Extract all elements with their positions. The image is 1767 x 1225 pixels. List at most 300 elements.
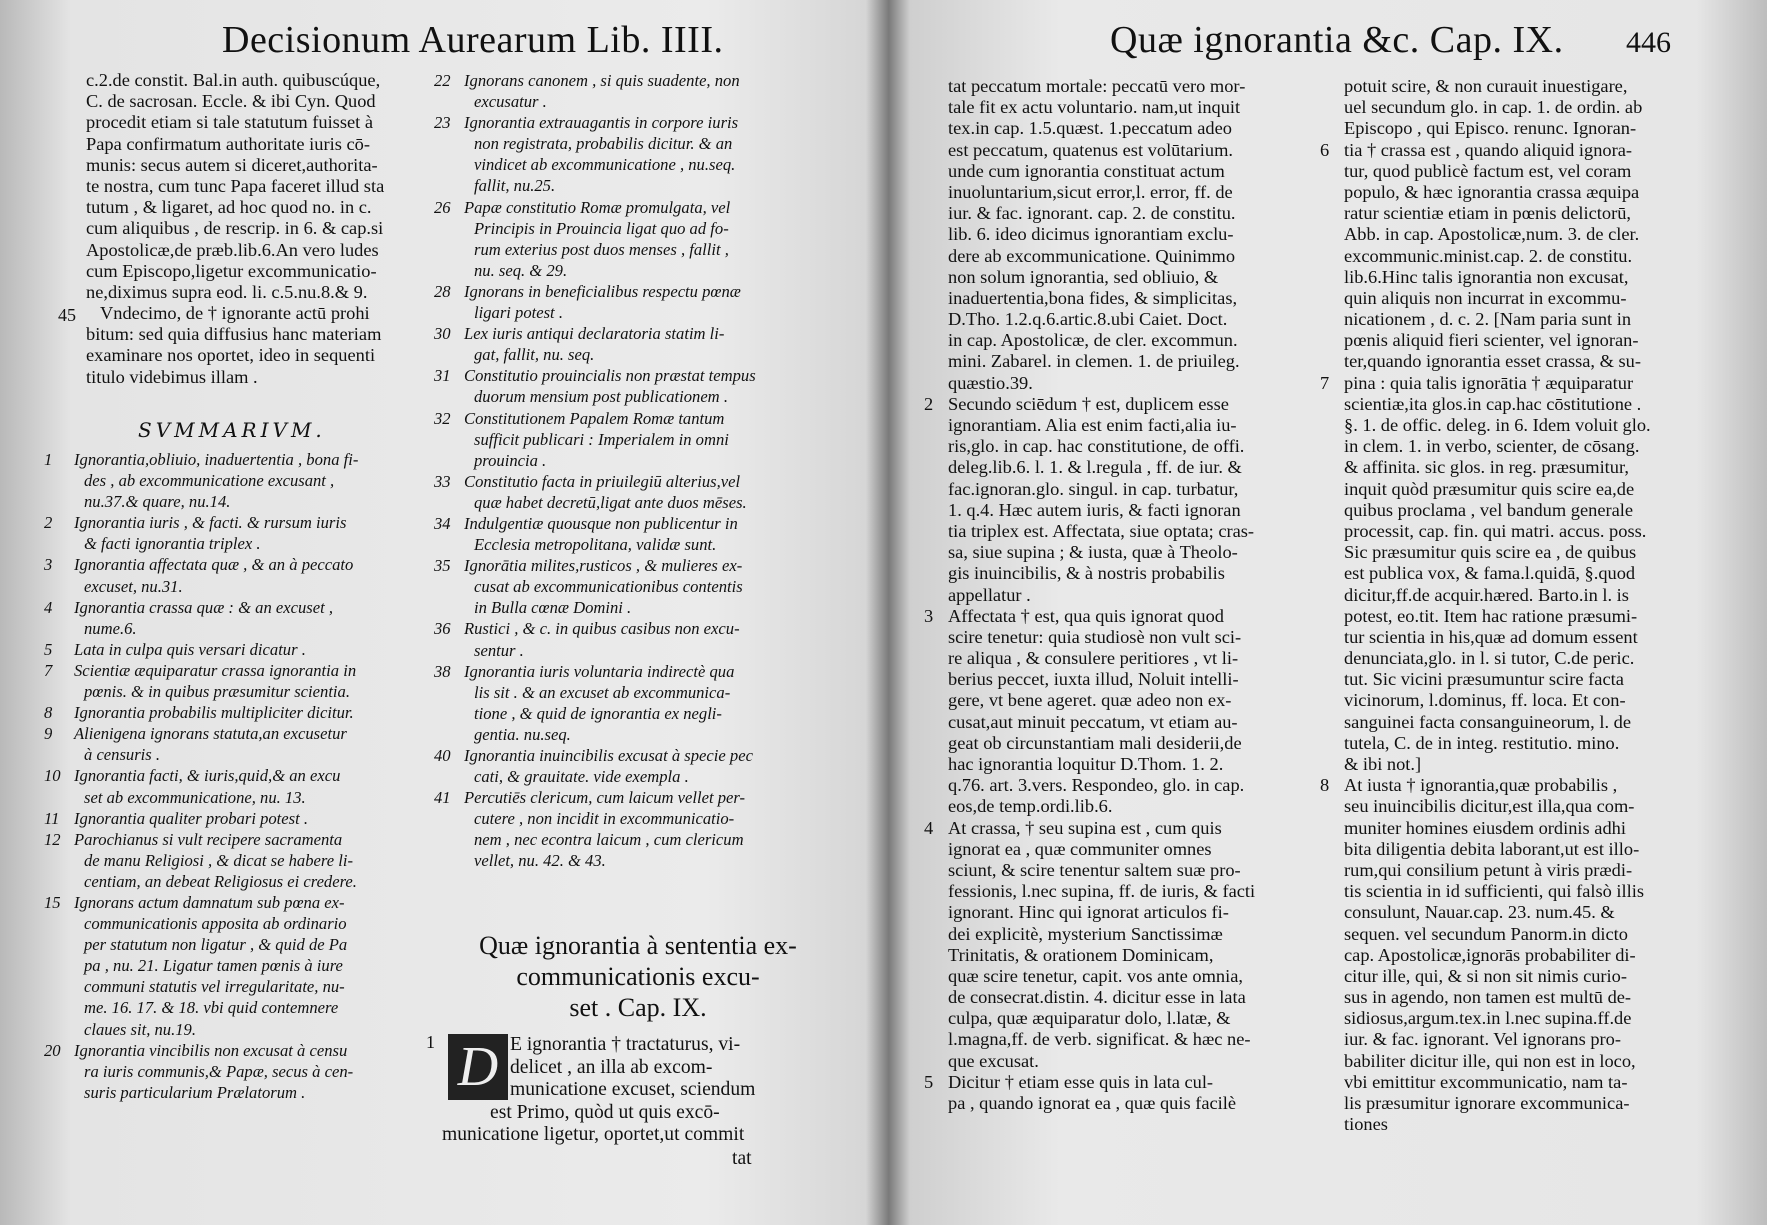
summary-text: Ignorantia qualiter probari potest . bbox=[74, 808, 309, 828]
text-line bbox=[924, 1051, 1334, 1072]
summary-line bbox=[434, 471, 834, 492]
summary-text: per statutum non ligatur , & quid de Pa bbox=[84, 935, 348, 955]
text-line: c.2.de constit. Bal.in auth. quibuscúque, bbox=[86, 70, 381, 90]
margin-number: 5 bbox=[924, 1071, 934, 1092]
line-text: de consecrat.distin. 4. dicitur esse in lata bbox=[948, 987, 1246, 1008]
summary-line bbox=[44, 576, 446, 597]
text-line bbox=[1320, 924, 1765, 945]
summary-text: gat, fallit, nu. seq. bbox=[474, 345, 595, 365]
text-line bbox=[924, 542, 1334, 563]
summary-text: Ignorantia iuris , & facti. & rursum iuris bbox=[74, 513, 347, 533]
text-line bbox=[1320, 627, 1765, 648]
summary-line bbox=[434, 218, 834, 239]
summary-text: non registrata, probabilis dicitur. & an bbox=[474, 134, 733, 154]
text-line: E ignorantia † tractaturus, vi- bbox=[510, 1034, 741, 1055]
text-line bbox=[1320, 860, 1765, 881]
text-line bbox=[1320, 966, 1765, 987]
summary-text: Ignorantia crassa quæ : & an excuset , bbox=[74, 597, 334, 617]
summary-number: 15 bbox=[44, 892, 61, 912]
summary-text: ra iuris communis,& Papæ, secus à cen- bbox=[84, 1061, 354, 1081]
summary-line bbox=[44, 871, 446, 892]
chapter-title-line: set . Cap. IX. bbox=[569, 993, 707, 1022]
line-text: lib.6.Hinc talis ignorantia non excusat, bbox=[1344, 266, 1629, 287]
text-line: delicet , an illa ab excom- bbox=[510, 1056, 713, 1078]
line-text: Episcopo , qui Episco. renunc. Ignoran- bbox=[1344, 118, 1637, 139]
text-line bbox=[924, 606, 1334, 627]
line-text: iur. & fac. ignorant. cap. 2. de constitu. bbox=[948, 203, 1236, 224]
line-text: potest, eo.tit. Item hac ratione præsumi- bbox=[1344, 605, 1638, 626]
summary-text: suris particularium Prælatorum . bbox=[84, 1082, 306, 1102]
summary-line bbox=[434, 534, 834, 555]
text-line bbox=[1320, 140, 1765, 161]
page-number: 446 bbox=[1626, 26, 1671, 59]
line-text: q.76. art. 3.vers. Respondeo, glo. in cap. bbox=[948, 775, 1245, 796]
line-text: fac.ignoran.glo. singul. in cap. turbatur, bbox=[948, 478, 1239, 499]
summary-number: 9 bbox=[44, 724, 53, 744]
text-line bbox=[924, 394, 1334, 415]
text-line bbox=[924, 373, 1334, 394]
summary-line bbox=[44, 976, 446, 997]
summary-text: in Bulla cœnæ Domini . bbox=[474, 598, 632, 618]
summary-text: cati, & grauitate. vide exempla . bbox=[474, 767, 689, 787]
text-line bbox=[1320, 500, 1765, 521]
summary-text: prouincia . bbox=[474, 450, 547, 470]
summary-line bbox=[44, 449, 446, 470]
text-line bbox=[1320, 796, 1765, 817]
line-text: ris,glo. in cap. hac constitutione, de offi. bbox=[948, 436, 1245, 457]
drop-cap-initial: D bbox=[448, 1034, 508, 1100]
summary-line bbox=[434, 787, 834, 808]
summary-line bbox=[44, 1040, 446, 1061]
text-line bbox=[1320, 1051, 1765, 1072]
text-line bbox=[924, 457, 1334, 478]
text-line bbox=[924, 182, 1334, 203]
text-line bbox=[924, 203, 1334, 224]
text-line bbox=[924, 712, 1334, 733]
summary-line bbox=[434, 344, 834, 365]
summary-text: Ignorans canonem , si quis suadente, non bbox=[464, 71, 740, 90]
line-text: sus in agendo, non tamen est multū de- bbox=[1344, 987, 1632, 1008]
summary-number: 38 bbox=[434, 661, 451, 681]
summary-text: Ignorantia extrauagantis in corpore iuris bbox=[464, 113, 739, 133]
summary-line bbox=[434, 70, 834, 91]
summary-line bbox=[434, 302, 834, 323]
text-line bbox=[924, 627, 1334, 648]
line-text: pina : quia talis ignorātia † æquiparatur bbox=[1344, 372, 1634, 393]
summary-line bbox=[434, 492, 834, 513]
text-line bbox=[1320, 330, 1765, 351]
summary-text: set ab excommunicatione, nu. 13. bbox=[84, 787, 306, 807]
summary-text: nu.37.& quare, nu.14. bbox=[84, 492, 231, 512]
summary-text: Constitutio prouincialis non præstat tempus bbox=[464, 366, 756, 386]
summary-line bbox=[44, 765, 446, 786]
line-text: dei explicitè, mysterium Sanctissimæ bbox=[948, 923, 1223, 944]
line-text: quin aliquis non incurrat in excommu- bbox=[1344, 287, 1627, 308]
line-text: citur ille, qui, & si non sit nimis curio- bbox=[1344, 965, 1627, 986]
summary-line bbox=[44, 1082, 446, 1103]
text-line bbox=[1320, 1114, 1765, 1135]
summary-text: nem , nec econtra laicum , cum clericum bbox=[474, 830, 744, 850]
text-line bbox=[924, 754, 1334, 775]
text-line bbox=[924, 987, 1334, 1008]
text-line bbox=[924, 118, 1334, 139]
text-line bbox=[924, 881, 1334, 902]
summary-line bbox=[434, 260, 834, 281]
text-line bbox=[924, 246, 1334, 267]
summarium-title: SVMMARIVM. bbox=[138, 418, 326, 442]
line-text: Abb. in cap. Apostolicæ,num. 3. de cler. bbox=[1344, 224, 1640, 245]
summary-text: Parochianus si vult recipere sacramenta bbox=[74, 829, 343, 849]
line-text: quibus proclama , vel bandum generale bbox=[1344, 499, 1634, 520]
line-text: tiones bbox=[1344, 1114, 1388, 1135]
line-text: Sic præsumitur quis scire ea , de quibus bbox=[1344, 542, 1637, 563]
summary-text: pa , nu. 21. Ligatur tamen pœnis à iure bbox=[84, 956, 343, 976]
summary-text: Percutiēs clericum, cum laicum vellet per- bbox=[464, 788, 746, 808]
summary-text: Principis in Prouincia ligat quo ad fo- bbox=[474, 218, 729, 238]
line-text: rum,qui consilium petunt à viris prædi- bbox=[1344, 859, 1633, 880]
line-text: est peccatum, quatenus est volūtarium. bbox=[948, 139, 1233, 160]
text-line bbox=[1320, 669, 1765, 690]
summary-text: Papæ constitutio Romæ promulgata, vel bbox=[464, 197, 731, 217]
text-line bbox=[1320, 690, 1765, 711]
summary-line bbox=[434, 154, 834, 175]
text-line bbox=[1320, 712, 1765, 733]
text-line bbox=[1320, 839, 1765, 860]
summary-line bbox=[434, 239, 834, 260]
summary-number: 35 bbox=[434, 556, 451, 576]
line-text: berius peccet, iuxta illud, Noluit intelli- bbox=[948, 669, 1239, 690]
summary-text: Ignorantia inuincibilis excusat à specie pec bbox=[464, 746, 753, 765]
line-text: dicitur,ff.de acquir.hæred. Barto.in l. is bbox=[1344, 584, 1629, 605]
line-text: tia † crassa est , quando aliquid ignora- bbox=[1344, 139, 1633, 160]
summary-text: centiam, an debeat Religiosus ei credere. bbox=[84, 871, 357, 891]
text-line: est Primo, quòd ut quis excō- bbox=[490, 1101, 720, 1123]
summary-line bbox=[434, 745, 834, 766]
text-line bbox=[1320, 97, 1765, 118]
text-line bbox=[1320, 1029, 1765, 1050]
line-text: lib. 6. ideo dicimus ignorantiam exclu- bbox=[948, 224, 1234, 245]
summary-line bbox=[44, 1061, 446, 1082]
line-text: eos,de temp.ordi.lib.6. bbox=[948, 796, 1113, 817]
summary-text: Ignorantia facti, & iuris,quid,& an excu bbox=[74, 766, 341, 786]
summary-text: gentia. nu.seq. bbox=[474, 724, 571, 744]
text-line bbox=[1320, 585, 1765, 606]
line-text: dere ab excommunicatione. Quinimmo bbox=[948, 245, 1236, 266]
summary-line bbox=[44, 913, 446, 934]
line-text: Dicitur † etiam esse quis in lata cul- bbox=[948, 1071, 1214, 1092]
summary-text: vindicet ab excommunicatione , nu.seq. bbox=[474, 155, 736, 175]
line-text: uel secundum glo. in cap. 1. de ordin. ab bbox=[1344, 97, 1643, 118]
text-line bbox=[1320, 648, 1765, 669]
line-text: non solum ignorantia, sed obliuio, & bbox=[948, 266, 1219, 287]
line-text: tex.in cap. 1.5.quæst. 1.peccatum adeo bbox=[948, 118, 1232, 139]
summary-number: 30 bbox=[434, 324, 451, 344]
right-column-1-text bbox=[924, 76, 1334, 1114]
line-text: ignorantiam. Alia est enim facti,alia iu- bbox=[948, 415, 1237, 435]
summary-text: Ignorantia probabilis multipliciter dicitur. bbox=[74, 703, 354, 723]
text-line bbox=[924, 733, 1334, 754]
text-line bbox=[924, 648, 1334, 669]
summary-text: nume.6. bbox=[84, 618, 137, 638]
line-text: re aliqua , & consulere peritiores , vt li- bbox=[948, 648, 1239, 669]
line-text: inuoluntarium,sicut error,l. error, ff. de bbox=[948, 181, 1233, 202]
summary-line bbox=[44, 787, 446, 808]
line-text: mini. Zabarel. in clemen. 1. de priuileg. bbox=[948, 351, 1240, 372]
text-line bbox=[924, 224, 1334, 245]
line-text: scire tenetur: quia studiosè non vult sci- bbox=[948, 626, 1242, 647]
line-text: lis præsumitur ignorare excommunica- bbox=[1344, 1093, 1630, 1113]
line-text: tur, quod publicè factum est, vel coram bbox=[1344, 160, 1632, 181]
line-text: ter,quando ignorantia esset crassa, & su- bbox=[1344, 351, 1641, 372]
summary-text: communi statutis vel irregularitate, nu- bbox=[84, 977, 345, 997]
chapter-title-line: communicationis excu- bbox=[516, 962, 760, 991]
summary-number: 36 bbox=[434, 619, 451, 639]
text-line bbox=[924, 585, 1334, 606]
line-text: quæstio.39. bbox=[948, 372, 1033, 393]
line-text: tale fit ex actu voluntario. nam,ut inquit bbox=[948, 97, 1241, 118]
text-line bbox=[1320, 902, 1765, 923]
summary-line bbox=[434, 112, 834, 133]
catchword: tat bbox=[732, 1148, 752, 1169]
text-line: Papa confirmatum authoritate iuris cō- bbox=[86, 133, 370, 154]
text-line bbox=[924, 796, 1334, 817]
summary-number: 2 bbox=[44, 513, 53, 533]
line-text: §. 1. de offic. deleg. in 6. Idem voluit glo. bbox=[1344, 415, 1651, 435]
summary-number: 31 bbox=[434, 366, 451, 386]
summary-line bbox=[44, 660, 446, 681]
line-text: populo, & hæc ignorantia crassa æquipa bbox=[1344, 181, 1640, 202]
margin-number: 6 bbox=[1320, 139, 1330, 160]
right-running-header: Quæ ignorantia &c. Cap. IX. bbox=[1110, 19, 1564, 61]
line-text: tis scientia in id sufficienti, qui falsò illis bbox=[1344, 881, 1645, 902]
line-text: pa , quando ignorat ea , quæ quis facilè bbox=[948, 1093, 1237, 1113]
summary-text: Ignorans actum damnatum sub pœna ex- bbox=[74, 892, 345, 912]
summary-text: Ignorantia,obliuio, inaduertentia , bona fi- bbox=[74, 450, 359, 469]
line-text: ratur scientiæ etiam in pœnis delictorū, bbox=[1344, 203, 1632, 224]
line-text: in clem. 1. in verbo, scienter, de cōsang. bbox=[1344, 436, 1640, 457]
text-line bbox=[924, 669, 1334, 690]
text-line bbox=[1320, 542, 1765, 563]
summary-line bbox=[44, 554, 446, 575]
line-text: deleg.lib.6. l. 1. & l.regula , ff. de iur. & bbox=[948, 457, 1242, 478]
line-text: sidiosus,argum.tex.in l.nec supina.ff.de bbox=[1344, 1008, 1632, 1029]
summary-number: 8 bbox=[44, 703, 53, 723]
summary-text: communicationis apposita ab ordinario bbox=[84, 914, 347, 934]
summary-line bbox=[44, 702, 446, 723]
summary-line bbox=[434, 703, 834, 724]
text-line bbox=[924, 140, 1334, 161]
line-text: geat ob circunstantiam mali desiderii,de bbox=[948, 732, 1242, 753]
line-text: processit, cap. fin. qui matri. accus. poss. bbox=[1344, 520, 1647, 541]
line-text: unde cum ignorantia constituat actum bbox=[948, 160, 1225, 181]
summary-line bbox=[434, 429, 834, 450]
text-line bbox=[924, 1008, 1334, 1029]
summary-text: sentur . bbox=[474, 640, 524, 660]
text-line bbox=[924, 351, 1334, 372]
line-text: hac ignorantia loquitur D.Thom. 1. 2. bbox=[948, 754, 1224, 774]
summary-text: des , ab excommunicatione excusant , bbox=[84, 471, 335, 491]
summary-line bbox=[434, 661, 834, 682]
summary-text: duorum mensium post publicationem . bbox=[474, 387, 728, 407]
text-line bbox=[1320, 203, 1765, 224]
text-line bbox=[924, 1029, 1334, 1050]
line-text: que excusat. bbox=[948, 1050, 1039, 1071]
summary-number: 28 bbox=[434, 281, 451, 301]
line-text: pœnis aliquid fieri scienter, vel ignoran- bbox=[1344, 330, 1639, 351]
text-line bbox=[1320, 606, 1765, 627]
summary-text: fallit, nu.25. bbox=[474, 176, 556, 196]
chapter-title-line: Quæ ignorantia à sententia ex- bbox=[479, 931, 797, 960]
text-line bbox=[924, 267, 1334, 288]
summary-line bbox=[434, 281, 834, 302]
line-text: ignorant. Hinc qui ignorat articulos fi- bbox=[948, 902, 1229, 923]
summary-text: Rustici , & c. in quibus casibus non excu- bbox=[464, 619, 740, 639]
line-text: scientiæ,ita glos.in cap.hac cōstitutione . bbox=[1344, 393, 1642, 414]
summary-line bbox=[434, 513, 834, 534]
summary-number: 26 bbox=[434, 197, 451, 217]
summary-line bbox=[44, 491, 446, 512]
summary-line bbox=[44, 618, 446, 639]
text-line bbox=[924, 924, 1334, 945]
line-text: appellatur . bbox=[948, 584, 1031, 605]
summary-text: Lata in culpa quis versari dicatur . bbox=[74, 639, 306, 659]
text-line bbox=[1320, 1008, 1765, 1029]
line-text: ignorat ea , quæ communiter omnes bbox=[948, 838, 1212, 859]
line-text: est publica vox, & fama.l.quidā, §.quod bbox=[1344, 563, 1636, 584]
summary-text: Constitutionem Papalem Romæ tantum bbox=[464, 408, 725, 428]
margin-number: 2 bbox=[924, 393, 934, 414]
text-line: titulo videbimus illam . bbox=[86, 366, 258, 387]
margin-number: 3 bbox=[924, 605, 934, 626]
line-text: At iusta † ignorantia,quæ probabilis , bbox=[1344, 775, 1618, 796]
line-text: cusat,aut minuit peccatum, vt etiam au- bbox=[948, 711, 1238, 732]
summary-line bbox=[434, 133, 834, 154]
chapter-margin-number: 1 bbox=[426, 1032, 435, 1052]
summary-number: 34 bbox=[434, 513, 451, 533]
text-line bbox=[924, 500, 1334, 521]
summary-text: lis sit . & an excuset ab excommunica- bbox=[474, 682, 731, 702]
text-line bbox=[924, 521, 1334, 542]
summary-line bbox=[44, 723, 446, 744]
line-text: cap. Apostolicæ,ignorās probabiliter di- bbox=[1344, 944, 1636, 965]
summary-text: & facti ignorantia triplex . bbox=[84, 534, 261, 554]
summary-line bbox=[434, 197, 834, 218]
summary-line bbox=[434, 618, 834, 639]
line-text: Affectata † est, qua quis ignorat quod bbox=[948, 605, 1224, 626]
text-line: municatione ligetur, oportet,ut commit bbox=[442, 1124, 745, 1146]
summary-line bbox=[44, 639, 446, 660]
line-text: excommunic.minist.cap. 2. de constitu. bbox=[1344, 245, 1633, 266]
summary-line bbox=[434, 323, 834, 344]
line-text: sanguinei facta consanguineorum, l. de bbox=[1344, 711, 1632, 732]
text-line bbox=[1320, 246, 1765, 267]
text-line bbox=[924, 563, 1334, 584]
text-line bbox=[1320, 754, 1765, 775]
line-text: tat peccatum mortale: peccatū vero mor- bbox=[948, 76, 1246, 96]
summary-line bbox=[434, 597, 834, 618]
line-text: bita diligentia debita laborant,ut est illo- bbox=[1344, 838, 1640, 859]
margin-number: 8 bbox=[1320, 775, 1330, 796]
text-line bbox=[1320, 1072, 1765, 1093]
summary-text: Ignorantia iuris voluntaria indirectè qua bbox=[464, 661, 735, 681]
text-line bbox=[1320, 161, 1765, 182]
line-text: inaduertentia,bona fides, & simplicitas, bbox=[948, 287, 1238, 308]
text-line: municatione excuset, sciendum bbox=[510, 1079, 756, 1101]
line-text: consulunt, Nauar.cap. 23. num.45. & bbox=[1344, 902, 1615, 923]
text-line bbox=[1320, 118, 1765, 139]
summary-text: nu. seq. & 29. bbox=[474, 260, 568, 280]
line-text: in cap. Apostolicæ, de cler. excommun. bbox=[948, 330, 1238, 351]
summary-number: 32 bbox=[434, 408, 451, 428]
summary-list-left bbox=[44, 449, 446, 1103]
line-text: inquit quòd præsumitur quis scire ea,de bbox=[1344, 478, 1635, 499]
text-line bbox=[1320, 351, 1765, 372]
text-line bbox=[924, 1093, 1334, 1114]
text-line bbox=[1320, 457, 1765, 478]
text-line bbox=[924, 309, 1334, 330]
text-line bbox=[924, 1072, 1334, 1093]
summary-line bbox=[434, 450, 834, 471]
summary-line bbox=[434, 555, 834, 576]
text-line bbox=[1320, 881, 1765, 902]
text-line bbox=[924, 161, 1334, 182]
line-text: fessionis, l.nec supina, ff. de iuris, & facti bbox=[948, 881, 1256, 902]
line-text: D.Tho. 1.2.q.6.artic.8.ubi Caiet. Doct. bbox=[948, 309, 1228, 330]
text-line bbox=[1320, 288, 1765, 309]
text-line bbox=[1320, 775, 1765, 796]
summary-line bbox=[434, 829, 834, 850]
text-line bbox=[1320, 479, 1765, 500]
line-text: At crassa, † seu supina est , cum quis bbox=[948, 817, 1222, 838]
summary-number: 23 bbox=[434, 113, 451, 133]
text-line: munis: secus autem si diceret,authorita- bbox=[86, 154, 378, 175]
summary-text: Ecclesia metropolitana, validæ sunt. bbox=[474, 535, 717, 555]
text-line bbox=[1320, 436, 1765, 457]
text-line bbox=[1320, 733, 1765, 754]
summary-line bbox=[44, 997, 446, 1018]
text-line bbox=[924, 860, 1334, 881]
line-text: babiliter dicitur ille, qui non est in loco, bbox=[1344, 1050, 1636, 1071]
text-line bbox=[1320, 945, 1765, 966]
summary-text: Scientiæ æquiparatur crassa ignorantia in bbox=[74, 660, 357, 680]
summary-text: me. 16. 17. & 18. vbi quid contemnere bbox=[84, 998, 339, 1018]
summary-text: de manu Religiosi , & dicat se habere li- bbox=[84, 850, 353, 870]
summary-line bbox=[434, 365, 834, 386]
summary-text: Ignorātia milites,rusticos , & mulieres ex- bbox=[464, 556, 743, 576]
text-line bbox=[1320, 267, 1765, 288]
line-text: nicationem , d. c. 2. [Nam paria sunt in bbox=[1344, 309, 1632, 330]
summary-text: tione , & quid de ignorantia ex negli- bbox=[474, 703, 722, 723]
line-text: gis inuincibilis, & à nostris probabilis bbox=[948, 563, 1225, 584]
summary-number: 7 bbox=[44, 660, 53, 680]
text-line bbox=[924, 775, 1334, 796]
summary-text: sufficit publicari : Imperialem in omni bbox=[474, 429, 729, 449]
text-line bbox=[924, 690, 1334, 711]
summary-line bbox=[434, 766, 834, 787]
line-text: denunciata,glo. in l. si tutor, C.de peric. bbox=[1344, 648, 1635, 669]
line-text: culpa, quæ æquiparatur dolo, l.latæ, & bbox=[948, 1008, 1231, 1029]
line-text: vicinorum, l.dominus, ff. loca. Et con- bbox=[1344, 690, 1626, 711]
line-text: & affinita. sic glos. in reg. præsumitur, bbox=[1344, 457, 1629, 478]
text-line bbox=[1320, 224, 1765, 245]
text-line bbox=[924, 415, 1334, 436]
summary-number: 3 bbox=[44, 555, 53, 575]
line-text: l.magna,ff. de verb. significat. & hæc ne- bbox=[948, 1029, 1251, 1050]
text-line bbox=[1320, 182, 1765, 203]
summary-text: pœnis. & in quibus præsumitur scientia. bbox=[84, 682, 350, 702]
text-line bbox=[1320, 373, 1765, 394]
summary-list-right bbox=[434, 70, 834, 872]
